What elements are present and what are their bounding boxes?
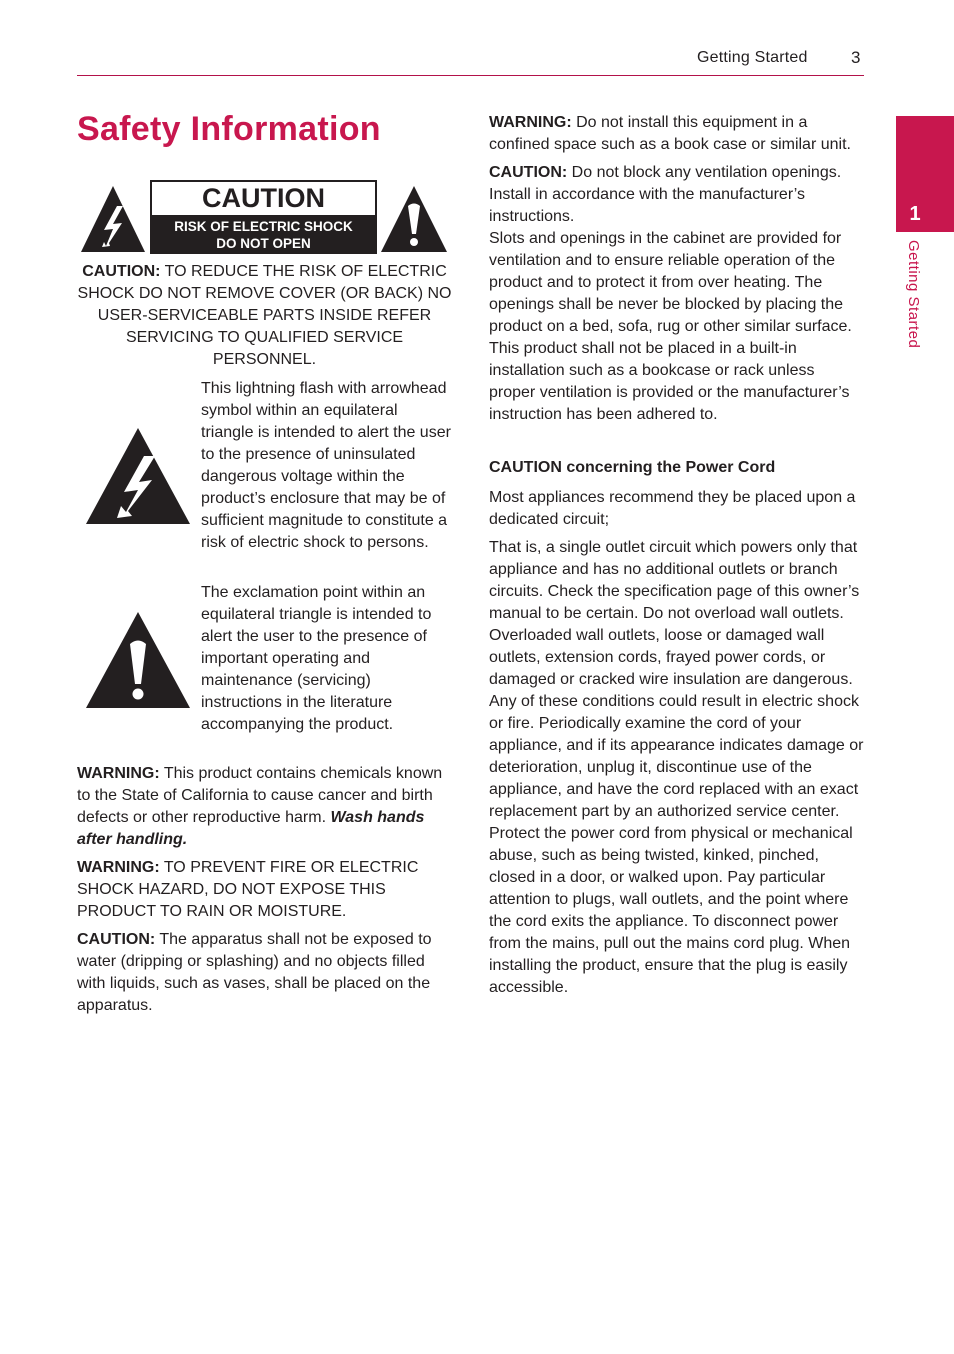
warning-lead: WARNING: [489, 114, 572, 131]
caution-body: The apparatus shall not be exposed to water (dripping or splashing) and no objects filled with liquids, such as vases, shall be placed on the apparatus. [77, 931, 432, 1014]
caution-strip-line2: DO NOT OPEN [216, 236, 311, 251]
power-cord-paragraph: That is, a single outlet circuit which powers only that appliance and has no additional outlets or branch circuits. Check the specification page of this owner’s manual to be certain. Do not overload wall outlets. Overloaded wall outlets, loose or damaged wall outlets, extension cords, frayed power cords, or damaged or cracked wire insulation are dangerous. Any of these conditions could result in electric shock or fire. Periodically examine the cord of your appliance, and if its appearance indicates damage or deterioration, unplug it, discontinue use of the appliance, and have the cord replaced with an exact replacement part by an authorized service center. Protect the power cord from physical or mechanical abuse, such as being twisted, kinked, pinched, closed in a door, or walked upon. Pay particular attention to plugs, wall outlets, and the point where the cord exits the appliance. To disconnect power from the mains, pull out the mains cord plug. When installing the product, ensure that the plug is easily accessible. [489, 539, 864, 996]
caution-word: CAUTION [202, 183, 325, 213]
warning-lead: WARNING: [77, 765, 160, 782]
power-cord-heading: CAUTION concerning the Power Cord [489, 459, 776, 476]
chapter-tab [896, 116, 954, 232]
power-cord-paragraph: Most appliances recommend they be placed upon a dedicated circuit; [489, 489, 856, 528]
warning-body: Do not install this equipment in a confined space such as a book case or similar unit. [489, 114, 851, 153]
ventilation-slots-text: Slots and openings in the cabinet are provided for ventilation and to ensure reliable operation of the product and to protect it from over heating. The openings shall be never be blocked by placing the product on a bed, sofa, rug or other similar surface. This product shall not be placed in a built-in installation such as a bookcase or rack unless proper ventilation is provided or the manufacturer’s instruction has been adhered to. [489, 230, 852, 423]
warning-fire [77, 857, 455, 923]
lightning-explanation-text: This lightning flash with arrowhead symbol within an equilateral triangle is intended to alert the user to the presence of uninsulated dangerous voltage within the product’s enclosure that may be of sufficient magnitude to constitute a risk of electric shock to persons. [201, 380, 451, 551]
warning-lead: WARNING: [77, 859, 160, 876]
warning-california [77, 763, 455, 851]
chapter-number: 1 [909, 203, 921, 225]
lightning-triangle-icon [84, 426, 192, 526]
caution-body: Do not block any ventilation openings. Install in accordance with the manufacturer’s instructions. [489, 164, 842, 225]
warning-confined-space [489, 112, 865, 156]
chapter-tab-label: Getting Started [905, 240, 922, 349]
caution-water [77, 929, 455, 1017]
warning-emphasis: Wash hands after handling. [77, 809, 425, 848]
header-rule [77, 75, 864, 76]
running-header-section: Getting Started [697, 49, 808, 66]
caution-lead: CAUTION: [82, 263, 161, 280]
exclamation-explanation-text: The exclamation point within an equilateral triangle is intended to alert the user to the presence of important operating and maintenance (servicing) instructions in the literature accompanying the product. [201, 584, 432, 733]
right-warnings [489, 112, 865, 432]
warning-body: TO PREVENT FIRE OR ELECTRIC SHOCK HAZARD, DO NOT EXPOSE THIS PRODUCT TO RAIN OR MOISTURE. [77, 859, 419, 920]
caution-lead: CAUTION: [489, 164, 568, 181]
caution-main-text [77, 261, 452, 371]
caution-strip-line1: RISK OF ELECTRIC SHOCK [174, 219, 353, 234]
caution-banner [80, 180, 447, 254]
caution-body: TO REDUCE THE RISK OF ELECTRIC SHOCK DO NOT REMOVE COVER (OR BACK) NO USER-SERVICEABLE PARTS INSIDE REFER SERVICING TO QUALIFIED SERVICE PERSONNEL. [77, 263, 452, 368]
left-warnings [77, 763, 455, 1023]
caution-strip [152, 215, 375, 254]
page-number: 3 [851, 48, 861, 67]
lightning-warning-icon [80, 184, 146, 254]
exclamation-triangle-icon [84, 610, 192, 710]
warning-body: This product contains chemicals known to the State of California to cause cancer and birth defects or other reproductive harm. [77, 765, 443, 826]
power-cord-section [489, 487, 865, 1005]
page-title: Safety Information [77, 110, 381, 148]
exclamation-warning-icon [380, 184, 448, 254]
caution-lead: CAUTION: [77, 931, 156, 948]
caution-label-box [150, 180, 377, 254]
caution-ventilation [489, 162, 865, 228]
